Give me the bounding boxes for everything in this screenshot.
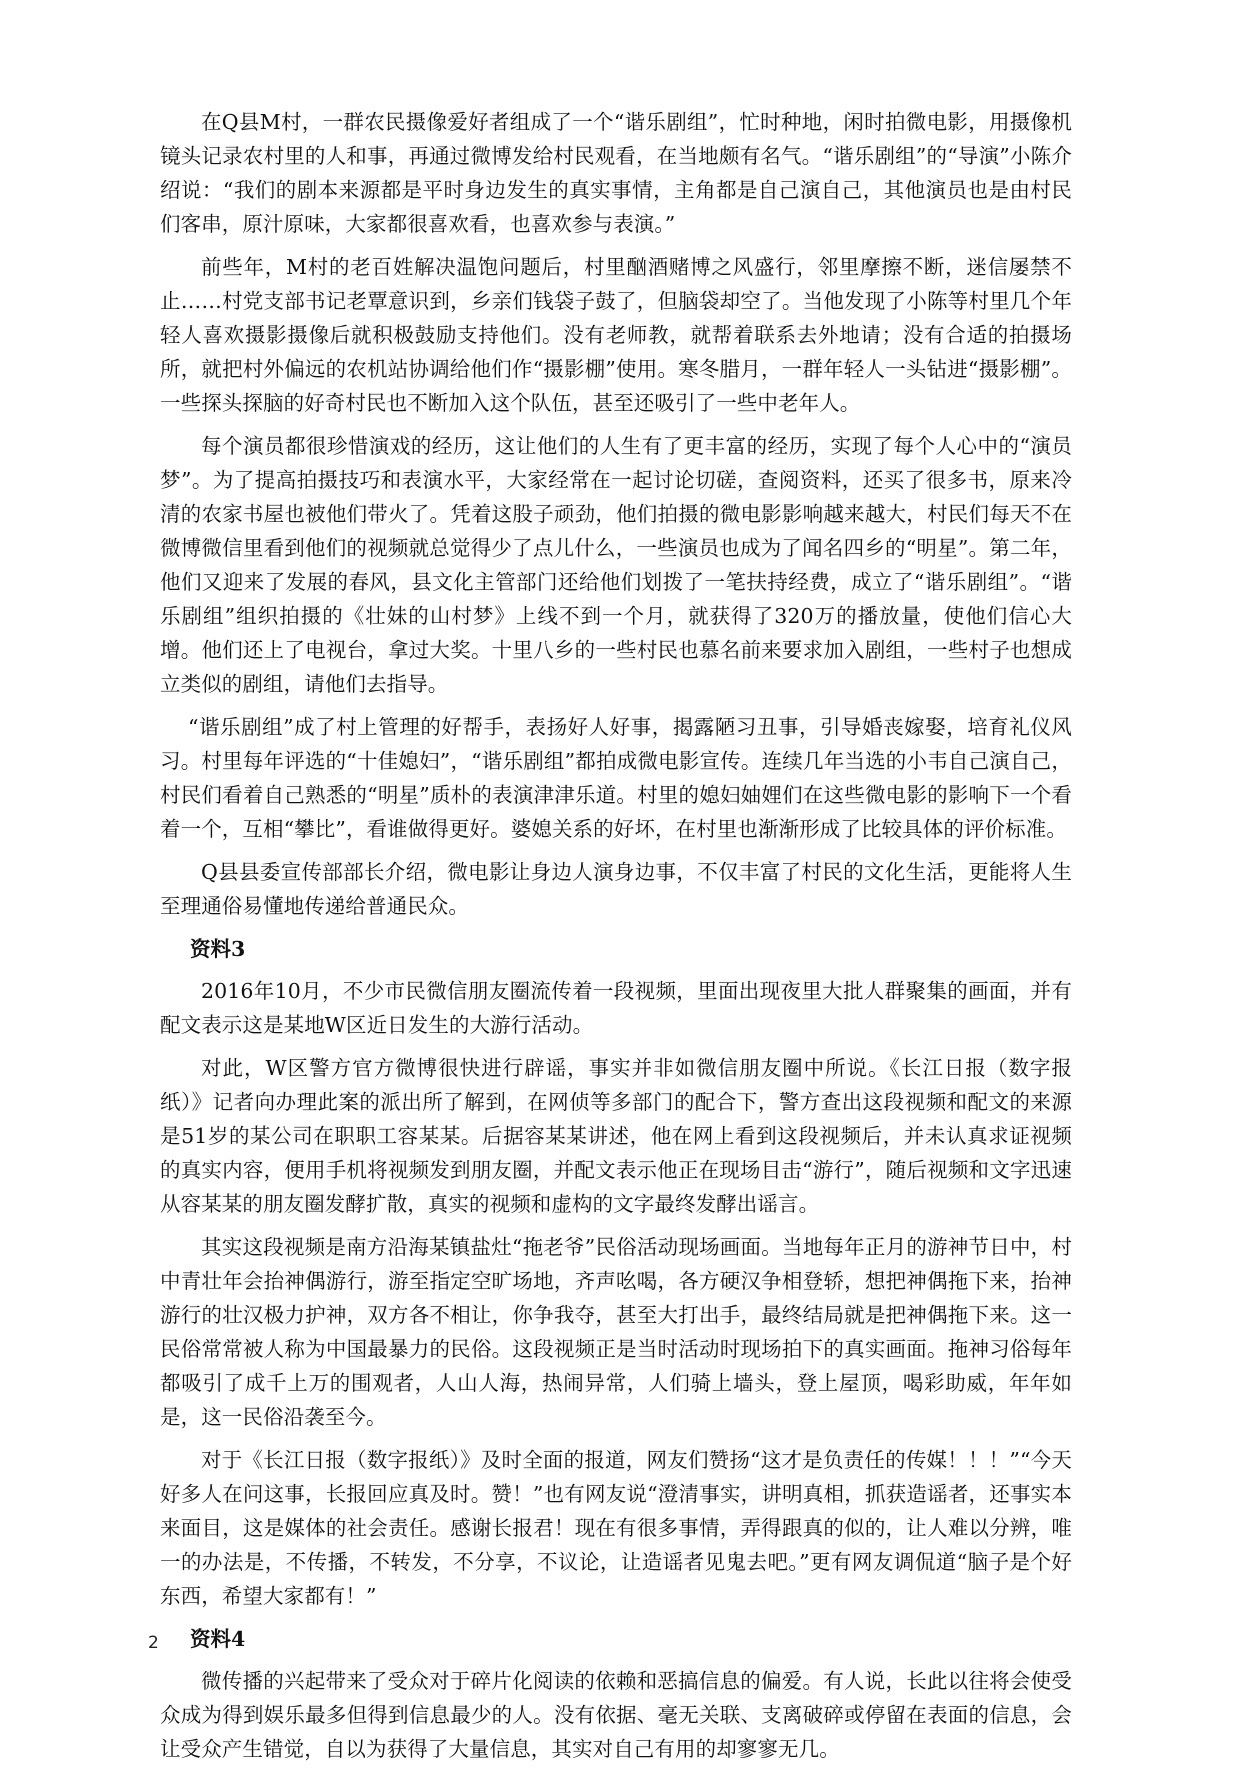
paragraph: 2016年10月，不少市民微信朋友圈流传着一段视频，里面出现夜里大批人群聚集的画面，并有配文表示这是某地W区近日发生的大游行活动。 <box>160 979 1072 1037</box>
paragraph: “谐乐剧组”成了村上管理的好帮手，表扬好人好事，揭露陋习丑事，引导婚丧嫁娶，培育礼仪风习。村里每年评选的“十佳媳妇”，“谐乐剧组”都拍成微电影宣传。连续几年当选的小韦自己演自己，村民们看着自己熟悉的“明星”质朴的表演津津乐道。村里的媳妇妯娌们在这些微电影的影响下一个看着一个，互相“攀比”，看谁做得更好。婆媳关系的好坏，在村里也渐渐形成了比较具体的评价标准。 <box>160 715 1072 841</box>
paragraph: 前些年，M村的老百姓解决温饱问题后，村里酗酒赌博之风盛行，邻里摩擦不断，迷信屡禁不止……村党支部书记老覃意识到，乡亲们钱袋子鼓了，但脑袋却空了。当他发现了小陈等村里几个年轻人喜欢摄影摄像后就积极鼓励支持他们。没有老师教，就帮着联系去外地请；没有合适的拍摄场所，就把村外偏远的农机站协调给他们作“摄影棚”使用。寒冬腊月，一群年轻人一头钻进“摄影棚”。一些探头探脑的好奇村民也不断加入这个队伍，甚至还吸引了一些中老年人。 <box>160 255 1072 415</box>
paragraph: 对此，W区警方官方微博很快进行辟谣，事实并非如微信朋友圈中所说。《长江日报（数字报纸）》记者向办理此案的派出所了解到，在网侦等多部门的配合下，警方查出这段视频和配文的来源是51岁的某公司在职职工容某某。后据容某某讲述，他在网上看到这段视频后，并未认真求证视频的真实内容，便用手机将视频发到朋友圈，并配文表示他正在现场目击“游行”，随后视频和文字迅速从容某某的朋友圈发酵扩散，真实的视频和虚构的文字最终发酵出谣言。 <box>160 1056 1072 1216</box>
section-heading-material-3: 资料3 <box>190 937 246 961</box>
document-body <box>160 105 1072 1775</box>
paragraph: 其实这段视频是南方沿海某镇盐灶“拖老爷”民俗活动现场画面。当地每年正月的游神节日中，村中青壮年会抬神偶游行，游至指定空旷场地，齐声吆喝，各方硬汉争相登轿，想把神偶拖下来，抬神游行的壮汉极力护神，双方各不相让，你争我夺，甚至大打出手，最终结局就是把神偶拖下来。这一民俗常常被人称为中国最暴力的民俗。这段视频正是当时活动时现场拍下的真实画面。拖神习俗每年都吸引了成千上万的围观者，人山人海，热闹异常，人们骑上墙头，登上屋顶，喝彩助威，年年如是，这一民俗沿袭至今。 <box>160 1235 1072 1429</box>
section-heading-material-4: 资料4 <box>190 1627 246 1651</box>
paragraph: 在Q县M村，一群农民摄像爱好者组成了一个“谐乐剧组”，忙时种地，闲时拍微电影，用摄像机镜头记录农村里的人和事，再通过微博发给村民观看，在当地颇有名气。“谐乐剧组”的“导演”小陈介绍说：“我们的剧本来源都是平时身边发生的真实事情，主角都是自己演自己，其他演员也是由村民们客串，原汁原味，大家都很喜欢看，也喜欢参与表演。” <box>160 110 1072 236</box>
paragraph: 微传播的兴起带来了受众对于碎片化阅读的依赖和恶搞信息的偏爱。有人说，长此以往将会使受众成为得到娱乐最多但得到信息最少的人。没有依据、毫无关联、支离破碎或停留在表面的信息，会让受众产生错觉，自以为获得了大量信息，其实对自己有用的却寥寥无几。 <box>160 1669 1072 1761</box>
page-number: 2 <box>148 1633 159 1653</box>
paragraph: Q县县委宣传部部长介绍，微电影让身边人演身边事，不仅丰富了村民的文化生活，更能将人生至理通俗易懂地传递给普通民众。 <box>160 860 1072 918</box>
paragraph: 对于《长江日报（数字报纸）》及时全面的报道，网友们赞扬“这才是负责任的传媒！！！”“今天好多人在问这事，长报回应真及时。赞！”也有网友说“澄清事实，讲明真相，抓获造谣者，还事实本来面目，这是媒体的社会责任。感谢长报君！现在有很多事情，弄得跟真的似的，让人难以分辨，唯一的办法是，不传播，不转发，不分享，不议论，让造谣者见鬼去吧。”更有网友调侃道“脑子是个好东西，希望大家都有！” <box>160 1448 1072 1608</box>
paragraph: 每个演员都很珍惜演戏的经历，这让他们的人生有了更丰富的经历，实现了每个人心中的“演员梦”。为了提高拍摄技巧和表演水平，大家经常在一起讨论切磋，查阅资料，还买了很多书，原来冷清的农家书屋也被他们带火了。凭着这股子顽劲，他们拍摄的微电影影响越来越大，村民们每天不在微博微信里看到他们的视频就总觉得少了点儿什么，一些演员也成为了闻名四乡的“明星”。第二年，他们又迎来了发展的春风，县文化主管部门还给他们划拨了一笔扶持经费，成立了“谐乐剧组”。“谐乐剧组”组织拍摄的《壮妹的山村梦》上线不到一个月，就获得了320万的播放量，使他们信心大增。他们还上了电视台，拿过大奖。十里八乡的一些村民也慕名前来要求加入剧组，一些村子也想成立类似的剧组，请他们去指导。 <box>160 434 1072 696</box>
